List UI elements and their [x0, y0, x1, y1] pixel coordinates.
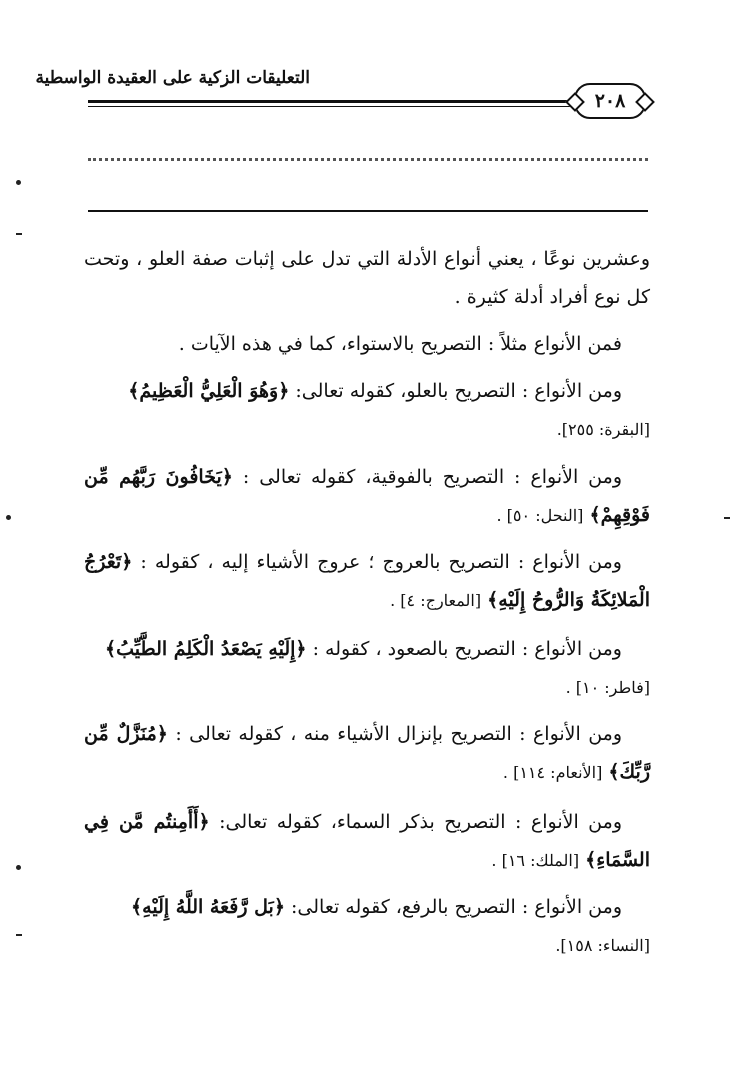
paragraph-intro: ومن الأنواع : التصريح بالفوقية، كقوله تعالى : — [242, 466, 622, 488]
margin-dot — [6, 515, 11, 520]
paragraph-intro: ومن الأنواع : التصريح بالعلو، كقوله تعالى: — [295, 380, 622, 402]
verse-reference: [النساء: ١٥٨]. — [555, 936, 650, 955]
quran-verse: ﴿بَل رَّفَعَهُ اللَّهُ إِلَيْهِ﴾ — [131, 896, 285, 918]
header-rule-thick — [88, 100, 570, 103]
body-paragraph-5 — [84, 543, 650, 620]
section-rule — [88, 210, 648, 212]
margin-dash — [724, 517, 730, 519]
quran-verse: ﴿يَخَافُونَ رَبَّهُم مِّن فَوْقِهِمْ﴾ — [84, 466, 650, 526]
body-paragraph-8 — [84, 803, 650, 880]
paragraph-text: وعشرين نوعًا ، يعني أنواع الأدلة التي تدل على إثبات صفة العلو ، وتحت كل نوع أفراد أدلة كثيرة . — [84, 248, 650, 308]
margin-dot — [16, 865, 21, 870]
paragraph-intro: ومن الأنواع : التصريح بالصعود ، كقوله : — [312, 638, 622, 660]
paragraph-text — [84, 888, 650, 965]
paragraph-text — [84, 630, 650, 707]
verse-reference: [فاطر: ١٠] . — [565, 678, 650, 697]
body-paragraph-4 — [84, 458, 650, 535]
paragraph-text — [84, 715, 650, 792]
quran-verse: ﴿تَعْرُجُ الْمَلائِكَةُ وَالرُّوحُ إِلَيْهِ﴾ — [84, 551, 650, 611]
body-paragraph-7 — [84, 715, 650, 792]
verse-reference: [المعارج: ٤] . — [390, 591, 482, 610]
paragraph-intro: ومن الأنواع : التصريح بذكر السماء، كقوله تعالى: — [219, 811, 622, 833]
paragraph-text — [84, 458, 650, 535]
margin-dash — [16, 233, 22, 235]
verse-reference: [البقرة: ٢٥٥]. — [556, 420, 650, 439]
paragraph-text — [84, 372, 650, 449]
paragraph-text — [84, 543, 650, 620]
body-paragraph-6 — [84, 630, 650, 707]
quran-verse: ﴿أَأَمِنتُم مَّن فِي السَّمَاءِ﴾ — [84, 811, 650, 871]
body-paragraph-2 — [84, 325, 650, 363]
body-paragraph-3 — [84, 372, 650, 449]
paragraph-text: فمن الأنواع مثلاً : التصريح بالاستواء، كما في هذه الآيات . — [178, 333, 622, 355]
paragraph-text — [84, 803, 650, 880]
verse-reference: [النحل: ٥٠] . — [496, 506, 584, 525]
body-paragraph-9 — [84, 888, 650, 965]
page-number-badge: ٢٠٨ — [574, 83, 646, 119]
quran-verse: ﴿مُنَزَّلٌ مِّن رَّبِّكَ﴾ — [84, 723, 650, 783]
paragraph-intro: ومن الأنواع : التصريح بالرفع، كقوله تعالى: — [291, 896, 622, 918]
dotted-separator — [88, 158, 648, 161]
header-rule-thin — [88, 106, 570, 107]
quran-verse: ﴿إِلَيْهِ يَصْعَدُ الْكَلِمُ الطَّيِّبُ﴾ — [104, 638, 307, 660]
body-paragraph-1 — [84, 240, 650, 316]
paragraph-intro: ومن الأنواع : التصريح بإنزال الأشياء منه ، كقوله تعالى : — [175, 723, 623, 745]
verse-reference: [الأنعام: ١١٤] . — [502, 763, 603, 782]
verse-reference: [الملك: ١٦] . — [491, 851, 580, 870]
margin-dash — [16, 934, 22, 936]
paragraph-intro: ومن الأنواع : التصريح بالعروج ؛ عروج الأشياء إليه ، كقوله : — [140, 551, 622, 573]
running-header-title: التعليقات الزكية على العقيدة الواسطية — [35, 68, 310, 88]
margin-dot — [16, 180, 21, 185]
quran-verse: ﴿وَهُوَ الْعَلِيُّ الْعَظِيمُ﴾ — [128, 380, 290, 402]
